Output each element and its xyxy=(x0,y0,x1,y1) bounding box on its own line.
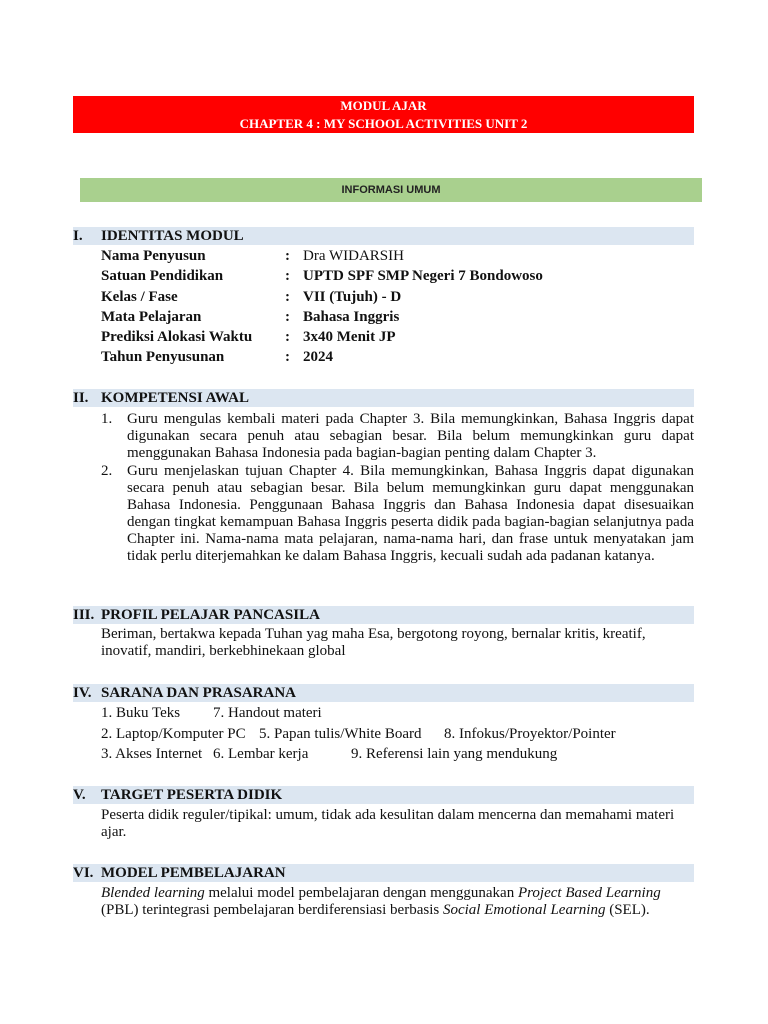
sarana-item: 7. Handout materi xyxy=(213,705,322,721)
section-number: I. xyxy=(73,228,83,244)
info-umum-bar: INFORMASI UMUM xyxy=(80,178,702,202)
section-title: SARANA DAN PRASARANA xyxy=(101,685,297,701)
sarana-item: 9. Referensi lain yang mendukung xyxy=(351,746,558,762)
identitas-colon: : xyxy=(285,268,290,284)
identitas-label: Mata Pelajaran xyxy=(101,309,202,325)
sarana-item: 6. Lembar kerja xyxy=(213,746,309,762)
list-item-number: 1. xyxy=(101,411,113,427)
section-title: PROFIL PELAJAR PANCASILA xyxy=(101,607,320,623)
section-model-header xyxy=(73,864,694,882)
blended-learning-term: Blended learning xyxy=(101,885,205,901)
section-profil-header xyxy=(73,606,694,624)
sarana-item: 5. Papan tulis/White Board xyxy=(259,726,422,742)
model-text xyxy=(101,885,694,919)
section-title: IDENTITAS MODUL xyxy=(101,228,244,244)
model-text-part: (SEL). xyxy=(605,902,650,918)
identitas-value: Dra WIDARSIH xyxy=(303,248,404,264)
model-text-part: melalui model pembelajaran dengan menggunakan xyxy=(204,885,518,901)
sarana-item: 2. Laptop/Komputer PC xyxy=(101,726,246,742)
list-item: Guru mengulas kembali materi pada Chapter 3. Bila memungkinkan, Bahasa Inggris dapat digunakan secara penuh atau sebagian besar. Bila belum memungkinkan guru dapat menggunakan Bahasa Indonesia pada bagian-bagian penting dalam Chapter 3. xyxy=(127,411,694,461)
identitas-label: Prediksi Alokasi Waktu xyxy=(101,329,253,345)
section-sarana-header xyxy=(73,684,694,702)
profil-text: Beriman, bertakwa kepada Tuhan yag maha Esa, bergotong royong, bernalar kritis, kreatif, inovatif, mandiri, berkebhinekaan global xyxy=(101,626,646,659)
identitas-value: VII (Tujuh) - D xyxy=(303,289,402,305)
identitas-label: Satuan Pendidikan xyxy=(101,268,224,284)
target-text: Peserta didik reguler/tipikal: umum, tidak ada kesulitan dalam mencerna dan memahami materi ajar. xyxy=(101,807,675,840)
identitas-colon: : xyxy=(285,248,290,264)
section-title: MODEL PEMBELAJARAN xyxy=(101,865,286,881)
section-number: III. xyxy=(73,607,95,623)
identitas-label: Tahun Penyusunan xyxy=(101,349,225,365)
section-title: KOMPETENSI AWAL xyxy=(101,390,249,406)
identitas-value: Bahasa Inggris xyxy=(303,309,400,325)
sel-term: Social Emotional Learning xyxy=(442,902,606,918)
identitas-value: UPTD SPF SMP Negeri 7 Bondowoso xyxy=(303,268,543,284)
model-text-part: (PBL) terintegrasi pembelajaran berdiferensiasi berbasis xyxy=(101,902,443,918)
identitas-label: Kelas / Fase xyxy=(101,289,178,305)
section-title: TARGET PESERTA DIDIK xyxy=(101,787,283,803)
identitas-colon: : xyxy=(285,309,290,325)
chapter-title: CHAPTER 4 : MY SCHOOL ACTIVITIES UNIT 2 xyxy=(239,115,528,131)
list-item-number: 2. xyxy=(101,463,113,479)
section-number: V. xyxy=(73,787,86,803)
pbl-term: Project Based Learning xyxy=(517,885,661,901)
section-number: IV. xyxy=(73,685,92,701)
title-banner xyxy=(73,96,694,133)
section-number: VI. xyxy=(73,865,94,881)
identitas-colon: : xyxy=(285,329,290,345)
identitas-label: Nama Penyusun xyxy=(101,248,206,264)
identitas-value: 3x40 Menit JP xyxy=(303,329,396,345)
sarana-item: 1. Buku Teks xyxy=(101,705,181,721)
module-title: MODUL AJAR xyxy=(340,97,427,113)
identitas-colon: : xyxy=(285,349,290,365)
sarana-item: 8. Infokus/Proyektor/Pointer xyxy=(444,726,616,742)
list-item: Guru menjelaskan tujuan Chapter 4. Bila memungkinkan, Bahasa Inggris dapat digunakan secara penuh atau sebagian besar. Bila belum memungkinkan guru dapat menggunakan Bahasa Indonesia. Penggunaan Bahasa Inggris dan Bahasa Indonesia dapat disesuaikan dengan tingkat kemampuan Bahasa Inggris peserta didik pada bagian-bagian selanjutnya pada Chapter ini. Nama-nama mata pelajaran, nama-nama hari, dan frase untuk menyatakan jam tidak perlu diterjemahkan ke dalam Bahasa Inggris, kecuali sudah ada padanan katanya. xyxy=(127,463,694,564)
identitas-colon: : xyxy=(285,289,290,305)
sarana-item: 3. Akses Internet xyxy=(101,746,203,762)
section-target-header xyxy=(73,786,694,804)
section-number: II. xyxy=(73,390,89,406)
section-identitas-header xyxy=(73,227,694,245)
identitas-value: 2024 xyxy=(303,349,333,365)
section-kompetensi-header xyxy=(73,389,694,407)
